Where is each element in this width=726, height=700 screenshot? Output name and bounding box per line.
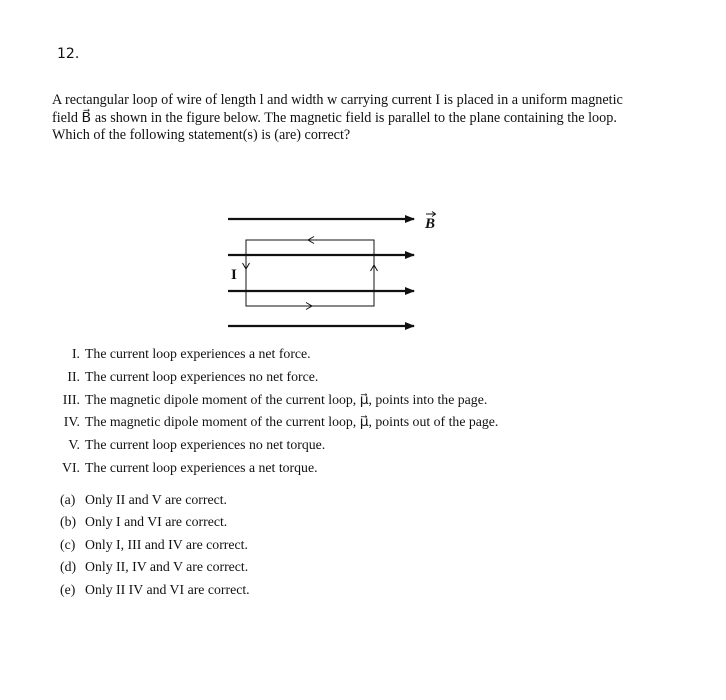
question-stem (52, 92, 684, 145)
statement-label: I. (71, 346, 80, 361)
statement-text: The magnetic dipole moment of the current loop, μ⃗, points out of the page. (85, 414, 499, 430)
current-loop (246, 240, 374, 306)
question-number: 12. (57, 46, 80, 62)
stem-line-1: A rectangular loop of wire of length l and width w carrying current I is placed in a uniform magnetic (52, 92, 623, 108)
statement-label: VI. (61, 459, 80, 475)
current-label: I (231, 267, 237, 283)
option-text: Only I and VI are correct. (85, 514, 228, 530)
statement-text: The current loop experiences no net torque. (85, 437, 326, 453)
statement-label: V. (68, 437, 80, 453)
option-label: (e) (60, 581, 76, 597)
statement-label: IV. (63, 414, 80, 430)
option-text: Only II, IV and V are correct. (85, 559, 249, 575)
option-text: Only I, III and IV are correct. (85, 536, 248, 552)
option-text: Only II IV and VI are correct. (85, 581, 250, 597)
statement-text: The current loop experiences a net force. (85, 346, 311, 361)
option-label: (d) (60, 559, 77, 575)
statement-text: The current loop experiences no net force. (85, 368, 319, 384)
option-label: (b) (60, 514, 77, 530)
statement-label: II. (67, 368, 80, 384)
option-label: (a) (60, 492, 76, 507)
statement-text: The magnetic dipole moment of the current loop, μ⃗, points into the page. (85, 391, 488, 407)
statement-label: III. (62, 391, 80, 407)
magnetic-field-figure (220, 205, 460, 340)
option-text: Only II and V are correct. (85, 492, 227, 507)
statement-text: The current loop experiences a net torque. (85, 459, 318, 475)
stem-line-3: Which of the following statement(s) is (are) correct? (52, 127, 351, 143)
stem-line-2: field B⃗ as shown in the figure below. The magnetic field is parallel to the plane containing the loop. (52, 109, 617, 126)
field-label: B (425, 216, 436, 232)
option-label: (c) (60, 536, 76, 552)
